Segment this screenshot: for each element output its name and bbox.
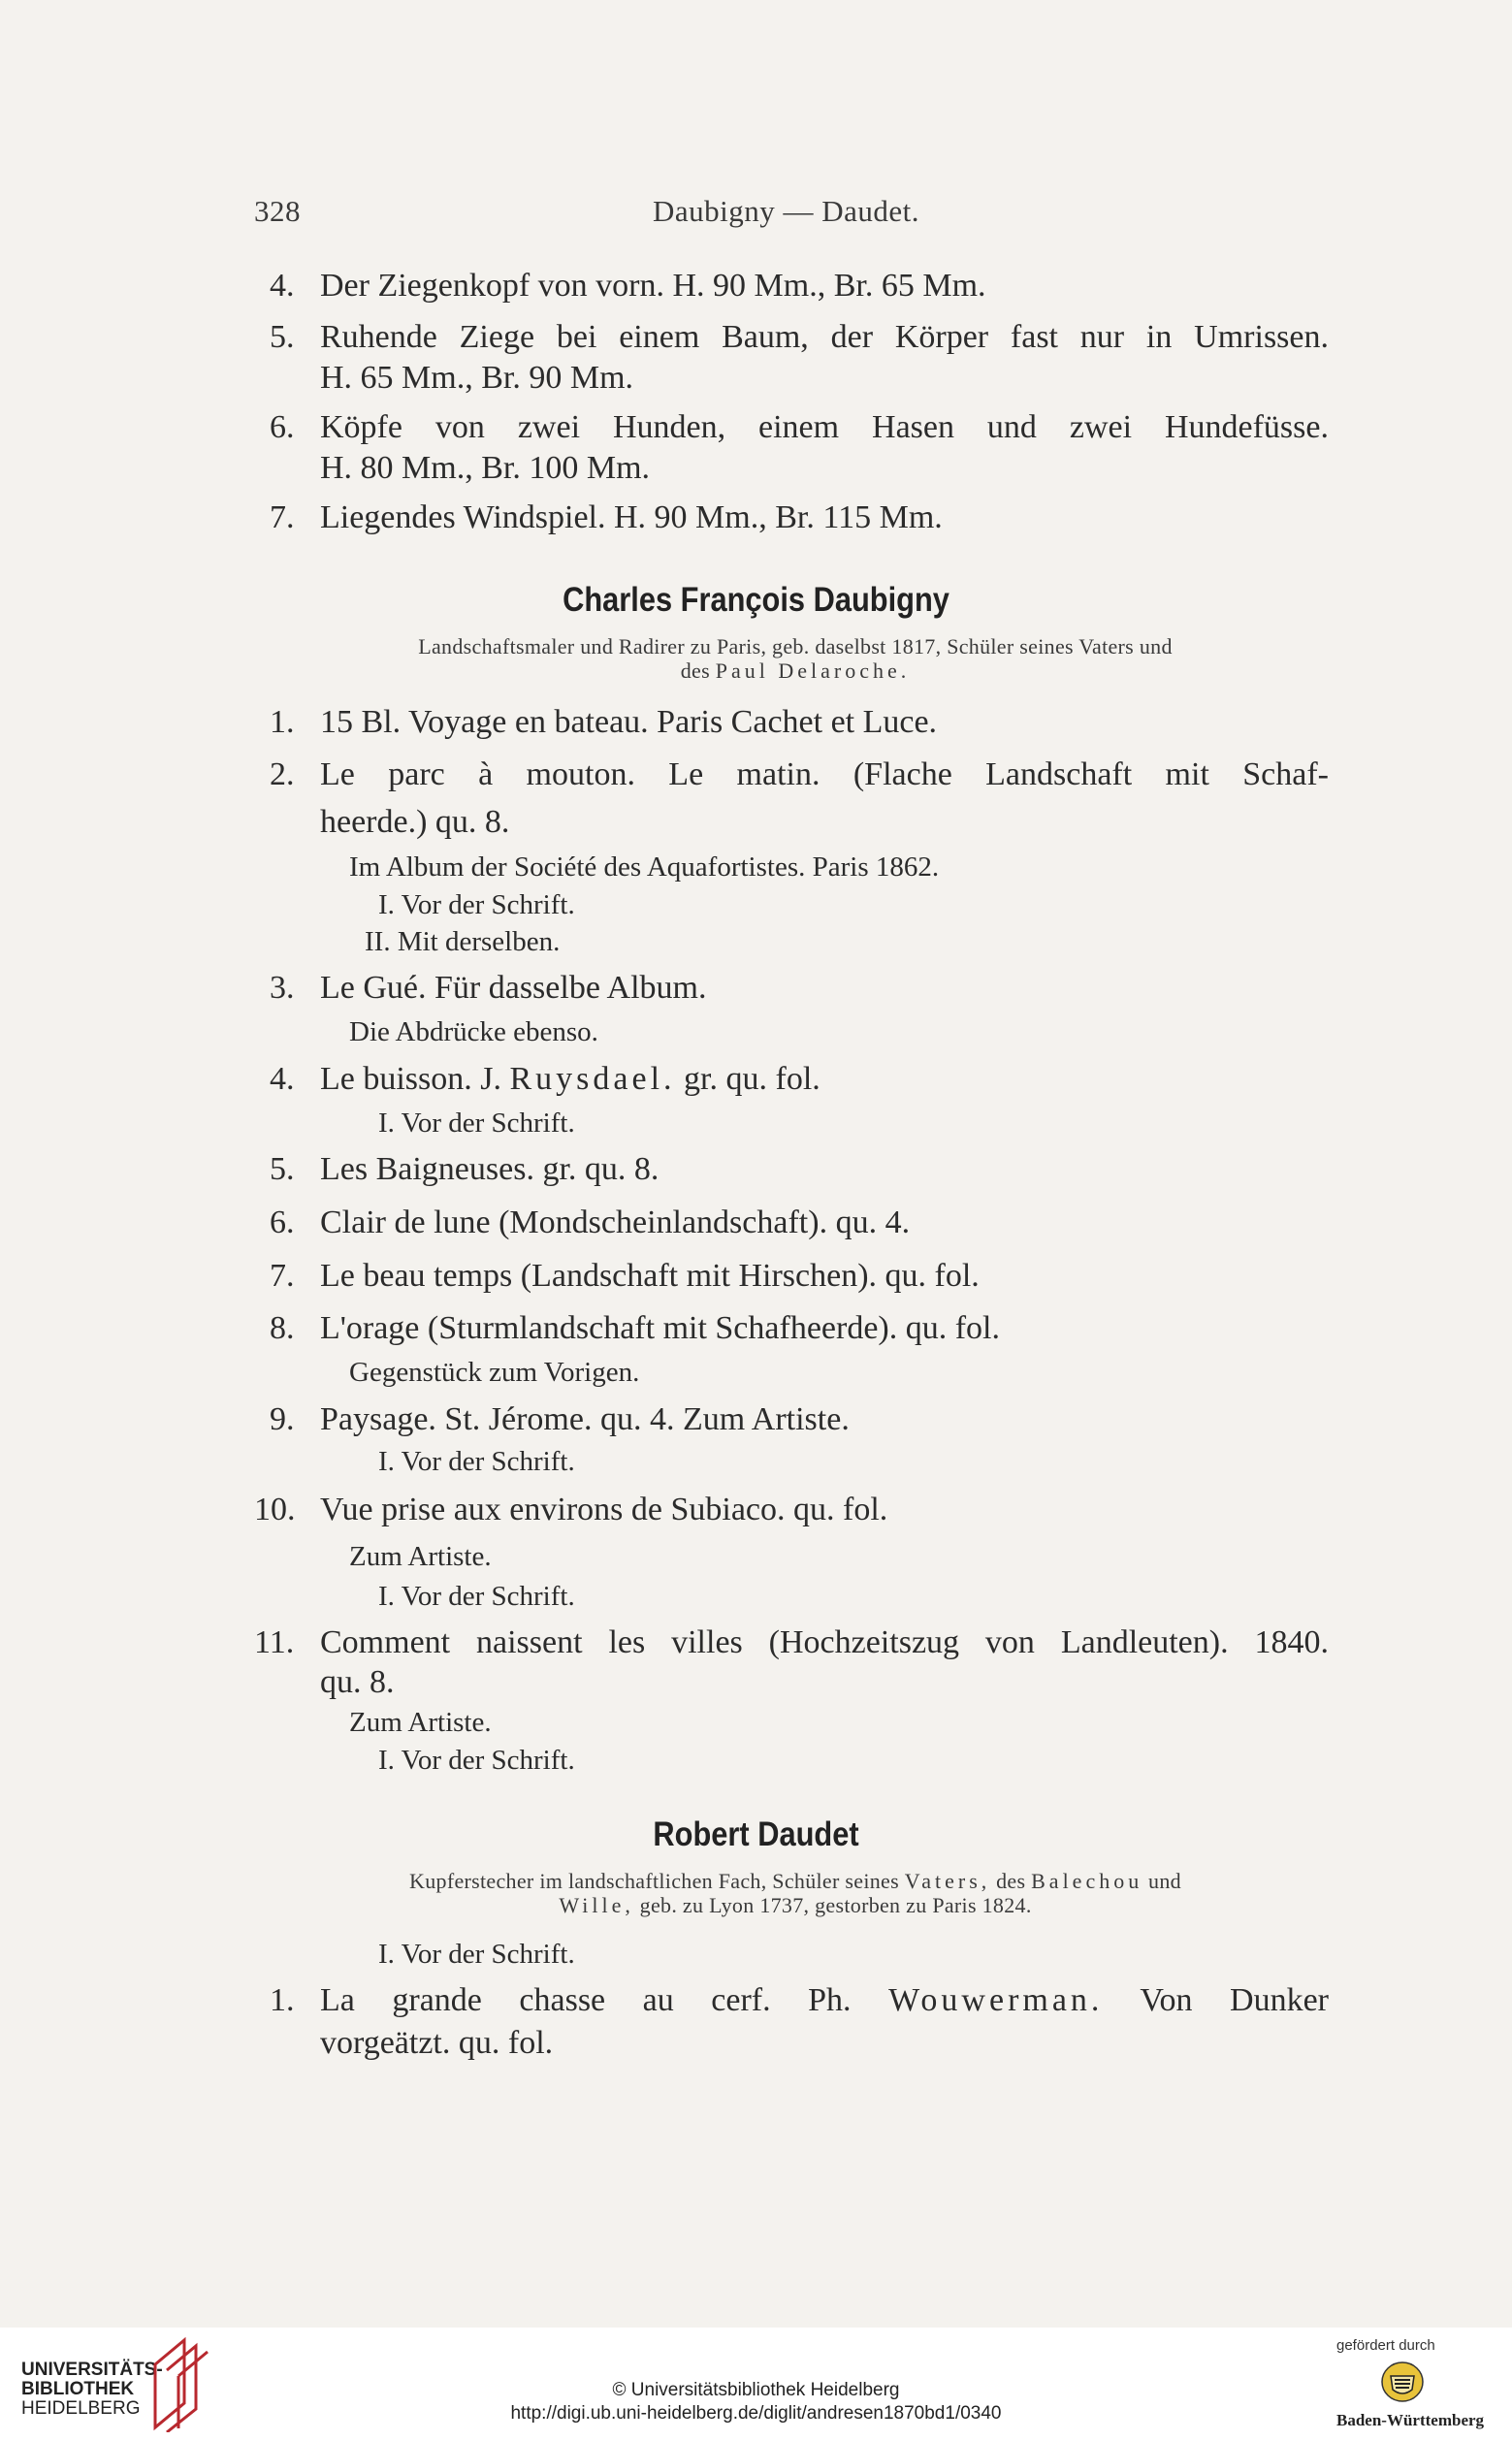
entry-number: 1. — [270, 1982, 295, 2018]
entry-text-part: gr. qu. fol. — [684, 1061, 820, 1097]
bio-name: Wille, — [559, 1893, 634, 1917]
entry-number: 4. — [270, 268, 295, 304]
entry-number: 7. — [270, 1258, 295, 1294]
entry-note: I. Vor der Schrift. — [378, 889, 575, 920]
entry-number: 5. — [270, 319, 295, 355]
bio-line: des — [996, 1869, 1026, 1893]
entry-text: Paysage. St. Jérome. qu. 4. Zum Artiste. — [320, 1401, 850, 1437]
entry-note: I. Vor der Schrift. — [378, 1939, 575, 1970]
sponsor-name: Baden-Württemberg — [1336, 2411, 1485, 2429]
entry-text-part: Le buisson. J. — [320, 1061, 501, 1097]
entry-number: 7. — [270, 499, 295, 535]
entry-text: Liegendes Windspiel. H. 90 Mm., Br. 115 Mm. — [320, 499, 943, 535]
entry-note: I. Vor der Schrift. — [378, 1745, 575, 1776]
entry-number: 3. — [270, 970, 295, 1006]
artist-bio-daudet — [291, 1869, 1300, 1917]
entry-number: 1. — [270, 704, 295, 740]
copyright-notice: © Universitätsbibliothek Heidelberg — [612, 2380, 900, 2400]
bio-name: Vaters, — [904, 1869, 991, 1893]
footer-bar — [0, 2328, 1512, 2441]
entry-text-continued: qu. 8. — [320, 1664, 395, 1700]
entry-note: Gegenstück zum Vorigen. — [349, 1357, 640, 1388]
library-name-line: UNIVERSITÄTS- — [21, 2360, 163, 2380]
bio-name: Balechou — [1031, 1869, 1143, 1893]
page-number: 328 — [254, 194, 301, 228]
entry-number: 8. — [270, 1310, 295, 1346]
entry-text — [320, 1061, 820, 1098]
entry-note: Zum Artiste. — [349, 1707, 492, 1738]
entry-note: I. Vor der Schrift. — [378, 1108, 575, 1139]
entry-text-continued: H. 80 Mm., Br. 100 Mm. — [320, 450, 651, 486]
section-heading-daubigny: Charles François Daubigny — [563, 581, 949, 619]
entry-note: I. Vor der Schrift. — [378, 1581, 575, 1612]
library-name-line: BIBLIOTHEK — [21, 2379, 135, 2399]
bio-name: Paul Delaroche. — [715, 658, 911, 683]
sponsor-label: gefördert durch — [1336, 2337, 1435, 2354]
entry-note: Zum Artiste. — [349, 1541, 492, 1572]
entry-text: Köpfe von zwei Hunden, einem Hasen und zwei Hundefüsse. — [320, 409, 1329, 445]
entry-text: 15 Bl. Voyage en bateau. Paris Cachet et Luce. — [320, 704, 938, 740]
bio-line: geb. zu Lyon 1737, gestorben zu Paris 1824. — [639, 1893, 1032, 1917]
section-heading-daudet: Robert Daudet — [653, 1815, 859, 1853]
entry-text: Le Gué. Für dasselbe Album. — [320, 970, 707, 1006]
entry-number: 11. — [254, 1624, 295, 1660]
entry-note: Im Album der Société des Aquafortistes. Paris 1862. — [349, 851, 940, 883]
entry-text-continued: heerde.) qu. 8. — [320, 804, 510, 840]
entry-text — [320, 1982, 1329, 2019]
artist-bio-daubigny — [301, 634, 1290, 683]
entry-text: Vue prise aux environs de Subiaco. qu. fol. — [320, 1492, 888, 1527]
entry-number: 9. — [270, 1401, 295, 1437]
entry-number: 4. — [270, 1061, 295, 1097]
bio-line: des — [680, 658, 710, 683]
entry-number: 10. — [254, 1492, 296, 1527]
entry-number: 5. — [270, 1151, 295, 1187]
entry-text: Le parc à mouton. Le matin. (Flache Landschaft mit Schaf- — [320, 756, 1329, 792]
entry-text-part: La grande chasse au cerf. Ph. — [320, 1982, 852, 2018]
entry-text: L'orage (Sturmlandschaft mit Schafheerde). qu. fol. — [320, 1310, 1001, 1346]
entry-number: 6. — [270, 1204, 295, 1240]
entry-text: Ruhende Ziege bei einem Baum, der Körper fast nur in Umrissen. — [320, 319, 1329, 355]
entry-text-part: Von Dunker — [1140, 1982, 1330, 2018]
bio-line: Kupferstecher im landschaftlichen Fach, Schüler seines — [409, 1869, 899, 1893]
entry-text: Les Baigneuses. gr. qu. 8. — [320, 1151, 659, 1187]
library-name-line: HEIDELBERG — [21, 2398, 141, 2419]
entry-text-continued: vorgeätzt. qu. fol. — [320, 2025, 554, 2061]
entry-number: 2. — [270, 756, 295, 792]
artist-name: Wouwerman. — [888, 1982, 1104, 2018]
entry-number: 6. — [270, 409, 295, 445]
entry-text: Comment naissent les villes (Hochzeitszug von Landleuten). 1840. — [320, 1624, 1329, 1660]
entry-note: II. Mit derselben. — [365, 926, 561, 957]
source-url-link[interactable]: http://digi.ub.uni-heidelberg.de/diglit/andresen1870bd1/0340 — [510, 2403, 1002, 2424]
entry-note: Die Abdrücke ebenso. — [349, 1016, 598, 1047]
artist-name: Ruysdael. — [509, 1061, 676, 1097]
entry-text: Der Ziegenkopf von vorn. H. 90 Mm., Br. 65 Mm. — [320, 268, 986, 304]
entry-text: Clair de lune (Mondscheinlandschaft). qu. 4. — [320, 1204, 911, 1240]
entry-text-continued: H. 65 Mm., Br. 90 Mm. — [320, 360, 634, 396]
running-title: Daubigny — Daudet. — [653, 194, 920, 228]
sponsor-crest-icon — [1380, 2360, 1425, 2404]
bio-line: und — [1148, 1869, 1181, 1893]
entry-note: I. Vor der Schrift. — [378, 1446, 575, 1477]
bio-line: Landschaftsmaler und Radirer zu Paris, geb. daselbst 1817, Schüler seines Vaters und — [418, 634, 1173, 658]
entry-text: Le beau temps (Landschaft mit Hirschen). qu. fol. — [320, 1258, 980, 1294]
